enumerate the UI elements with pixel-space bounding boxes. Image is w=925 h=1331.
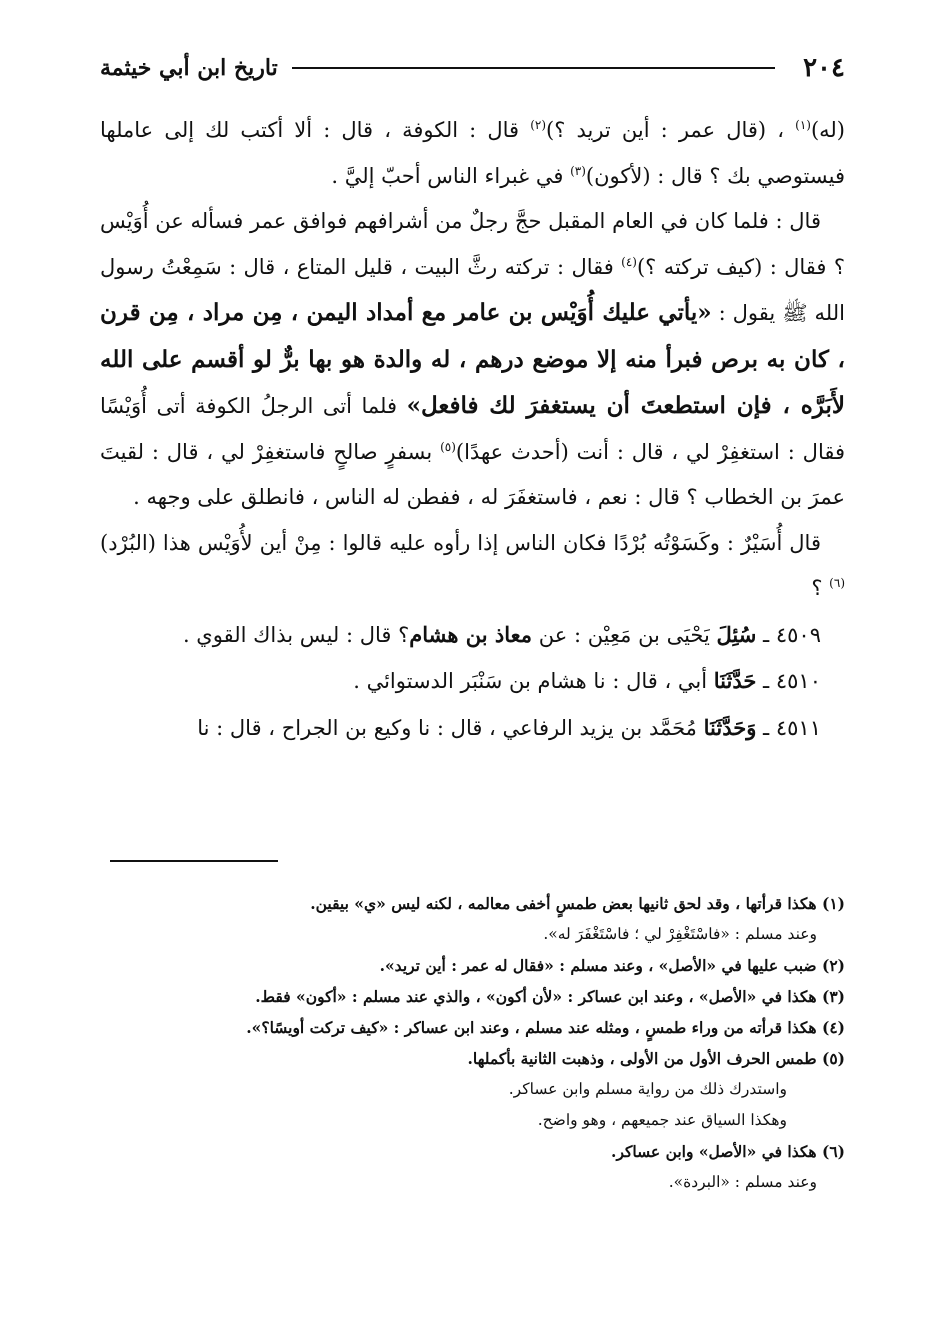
text-span: قال أُسَيْرٌ : وكَسَوْتُه بُرْدًا فكان الناس إذا رأوه عليه قالوا : مِنْ أين لأُوَيْس هذا (البُرْد) bbox=[100, 530, 821, 555]
text-span: ؟ bbox=[811, 576, 823, 600]
text-span: حَدَّثَنَا bbox=[713, 668, 757, 693]
entry-4511 bbox=[100, 705, 845, 752]
page-header bbox=[100, 48, 845, 88]
footnote-1: (١) هكذا قرأتها ، وقد لحق ثانيها بعض طمسٍ أخفى معالمه ، لكنه ليس «ي» بيقين. bbox=[310, 894, 845, 913]
text-span: فلما أتى الرجلُ الكوفة أتى أُوَيْسًا فقال : استغفِرْ لي ، قال : أنت (أحدث عهدًا) bbox=[100, 394, 846, 464]
text-span: مُحَمَّد بن يزيد الرفاعي ، قال : نا وكيع بن الجراح ، قال : نا bbox=[197, 715, 697, 740]
entry-number: ٤٥١٠ ـ bbox=[763, 669, 821, 693]
text-span: بسفرٍ صالحٍ فاستغفِرْ لي ، قال : لقيتَ عمرَ بن الخطاب ؟ قال : نعم ، فاستغفَرَ له ، ففطن له الناس ، فانطلق على وجهه . bbox=[100, 439, 845, 509]
paragraph-2 bbox=[100, 199, 845, 521]
hadith-quote: «يأتي عليك أُوَيْس بن عامر مع أمداد اليمن ، مِن مراد ، مِن قرن ، كان به برص فبرأ منه إلا موضع درهم ، له والدة هو بها برٌّ لو أقسم على الله لأَبَرَّه ، فإن استطعتَ أن يستغفرَ لك فافعل» bbox=[100, 299, 845, 419]
footnote-ref-6: (٦) bbox=[829, 576, 845, 590]
entry-number: ٤٥١١ ـ bbox=[763, 715, 821, 740]
text-span: قال : الكوفة ، قال : ألا أكتب لك إلى عاملها فيستوصي بك ؟ قال : (لأكون) bbox=[100, 118, 845, 188]
text-span: يَحْيَى بن مَعِيْن : عن bbox=[538, 622, 710, 647]
footnote-ref-1: (١) bbox=[795, 118, 811, 132]
text-span: (له) bbox=[810, 118, 845, 142]
text-span: ، (قال عمر : أين تريد ؟) bbox=[546, 118, 784, 142]
header-rule bbox=[292, 67, 775, 69]
text-span: وَحَدَّثَنَا bbox=[703, 714, 757, 740]
footnote-ref-5: (٥) bbox=[440, 439, 456, 454]
text-span: سُئِلَ bbox=[716, 621, 757, 647]
footnote-6: (٦) هكذا في «الأصل» وابن عساكر. bbox=[611, 1142, 845, 1161]
footnote-5-cont: واستدرك ذلك من رواية مسلم وابن عساكر. bbox=[508, 1080, 787, 1098]
text-span: ؟ قال : ليس بذاك القوي . bbox=[182, 622, 410, 647]
footnote-6-cont: وعند مسلم : «البردة». bbox=[668, 1173, 817, 1191]
text-span: أبي ، قال : نا هشام بن سَنْبَر الدستوائي . bbox=[353, 669, 708, 693]
footnote-separator bbox=[110, 860, 278, 862]
footnote-5-cont: وهكذا السياق عند جميعهم ، وهو واضح. bbox=[537, 1111, 787, 1129]
footnote-ref-4: (٤) bbox=[621, 254, 637, 269]
footnote-4: (٤) هكذا قرأته من وراء طمسٍ ، ومثله عند مسلم ، وعند ابن عساكر : «كيف تركت أويسًا؟». bbox=[246, 1018, 845, 1037]
main-text bbox=[100, 108, 845, 751]
entry-number: ٤٥٠٩ ـ bbox=[763, 622, 821, 647]
text-span: قال : فلما كان في العام المقبل حجَّ رجلٌ من أشرافهم فوافق عمر فسأله عن أُوَيْس ؟ فقال : (كيف تركته ؟) bbox=[100, 209, 845, 279]
footnotes bbox=[100, 888, 845, 1198]
footnote-ref-3: (٣) bbox=[570, 163, 586, 178]
narrator-name: معاذ بن هشام bbox=[409, 621, 533, 647]
footnote-2: (٢) ضبب عليها في «الأصل» ، وعند مسلم : «فقال له عمر : أين تريد». bbox=[379, 956, 845, 975]
book-title: تاريخ ابن أبي خيثمة bbox=[100, 55, 278, 81]
text-span: في غبراء الناس أحبّ إليَّ . bbox=[331, 163, 564, 188]
footnote-5: (٥) طمس الحرف الأول من الأولى ، وذهبت الثانية بأكملها. bbox=[467, 1049, 845, 1068]
entry-4509 bbox=[100, 612, 845, 659]
footnote-1-cont: وعند مسلم : «فاسْتَغْفِرْ لي ؛ فاسْتَغْفَرَ له». bbox=[543, 925, 817, 943]
paragraph-1 bbox=[100, 108, 845, 199]
entry-4510 bbox=[100, 658, 845, 705]
paragraph-3 bbox=[100, 521, 845, 612]
footnote-3: (٣) هكذا في «الأصل» ، وعند ابن عساكر : «لأن أكون» ، والذي عند مسلم : «أكون» فقط. bbox=[255, 987, 845, 1006]
text-span: فقال : تركته رثَّ البيت ، قليل المتاع ، قال : سَمِعْتُ رسول الله ﷺ يقول : bbox=[100, 254, 845, 325]
footnote-ref-2: (٢) bbox=[530, 118, 547, 132]
page-number: ٢٠٤ bbox=[803, 53, 845, 83]
